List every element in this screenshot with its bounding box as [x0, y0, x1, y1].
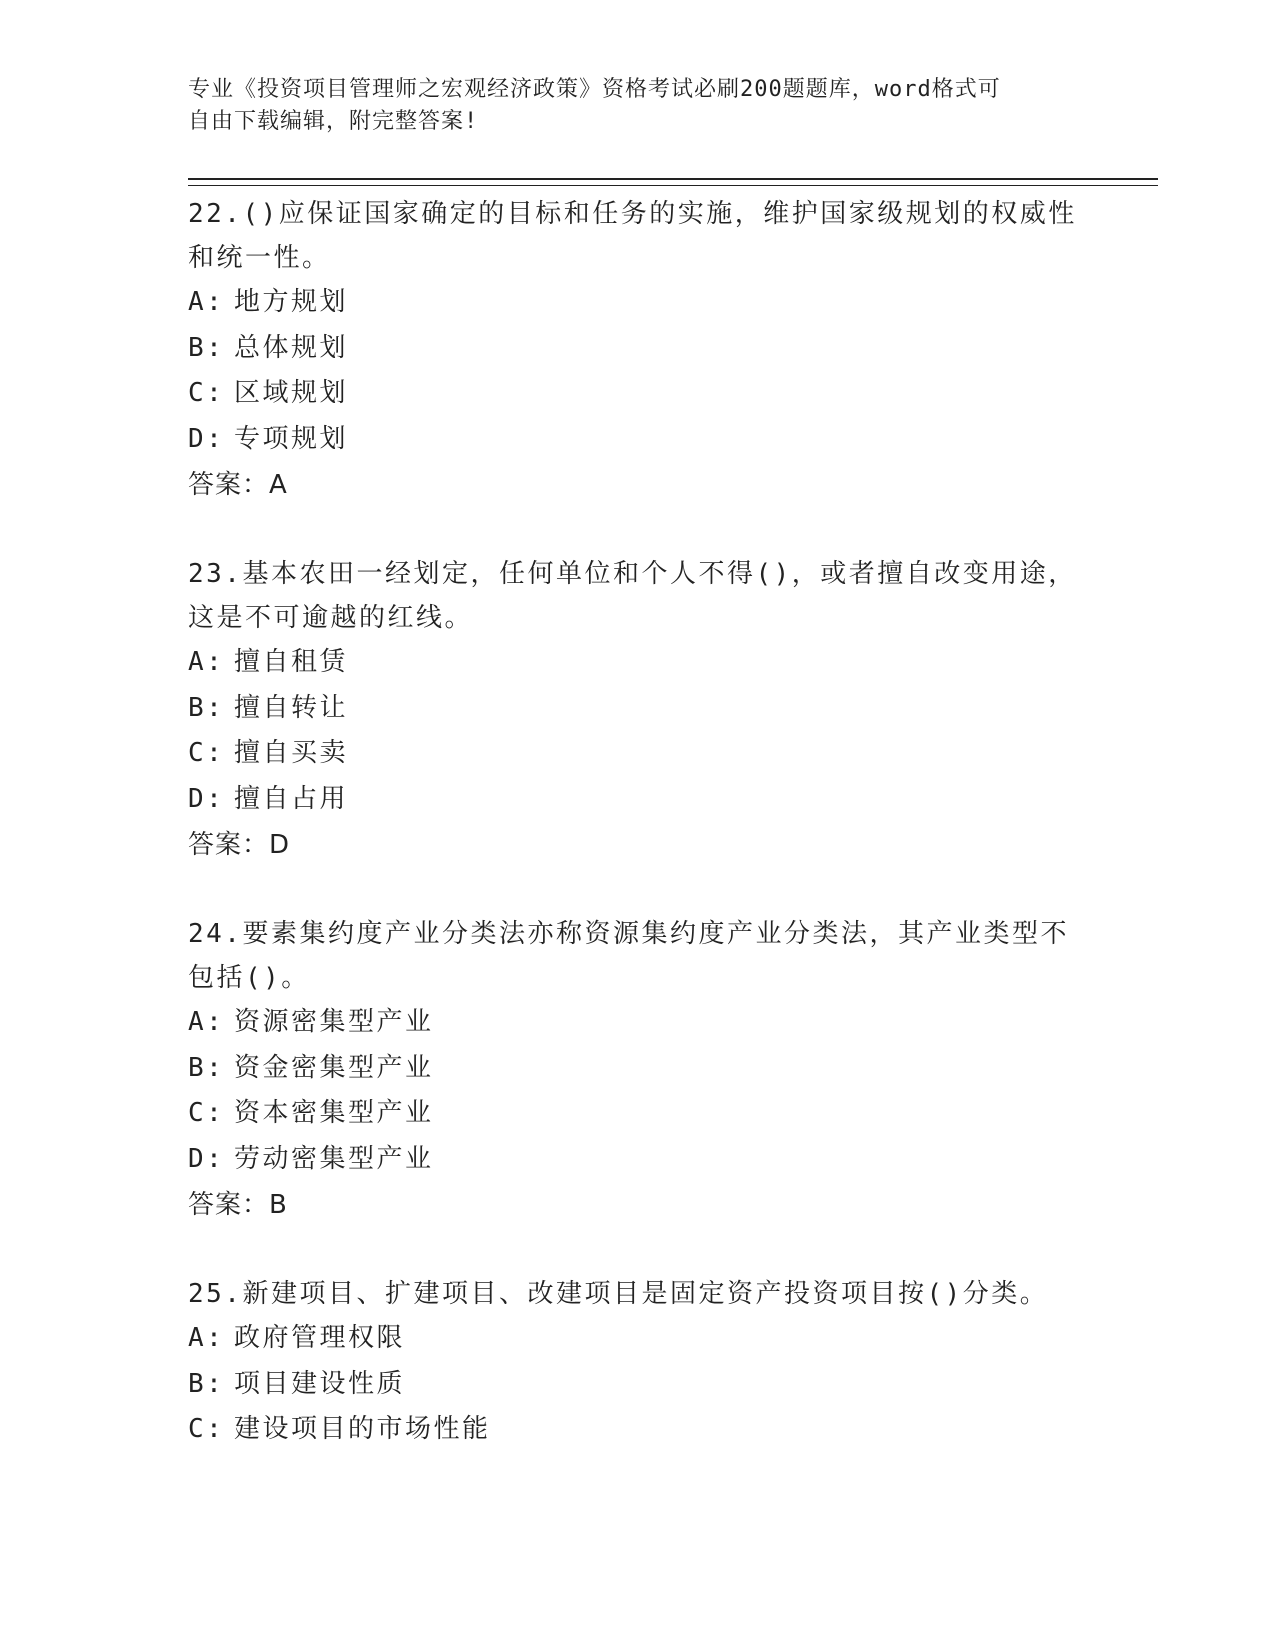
- document-header: [188, 74, 1068, 138]
- answer-line: 答案：B: [188, 1190, 288, 1220]
- question-text-line: 25.新建项目、扩建项目、改建项目是固定资产投资项目按()分类。: [188, 1279, 1049, 1309]
- option-key: B:: [188, 332, 225, 363]
- header-divider: [188, 178, 1158, 186]
- question-text-line: 和统一性。: [188, 243, 331, 273]
- option-key: C:: [188, 1098, 225, 1128]
- question-text-line: 24.要素集约度产业分类法亦称资源集约度产业分类法，其产业类型不: [188, 919, 1069, 949]
- option-b: [188, 686, 1088, 732]
- option-key: B:: [188, 692, 225, 723]
- question-23: [188, 552, 1088, 868]
- question-text-line: 这是不可逾越的红线。: [188, 603, 474, 633]
- option-a: [188, 640, 1088, 686]
- option-text: 地方规划: [234, 287, 349, 317]
- option-key: A:: [188, 1007, 225, 1037]
- question-25: [188, 1272, 1088, 1453]
- option-text: 资本密集型产业: [234, 1098, 434, 1128]
- question-22: [188, 192, 1088, 508]
- option-a: [188, 1316, 1088, 1362]
- option-text: 资金密集型产业: [234, 1052, 434, 1083]
- option-c: [188, 371, 1088, 417]
- header-line-1: 专业《投资项目管理师之宏观经济政策》资格考试必刷200题题库，word格式可: [188, 77, 1001, 102]
- option-text: 总体规划: [234, 332, 349, 363]
- option-key: A:: [188, 647, 225, 677]
- option-text: 劳动密集型产业: [234, 1143, 434, 1174]
- option-c: [188, 1091, 1088, 1137]
- option-b: [188, 1046, 1088, 1092]
- question-24: [188, 912, 1088, 1228]
- option-b: [188, 326, 1088, 372]
- option-text: 擅自租赁: [234, 647, 349, 677]
- option-text: 专项规划: [234, 423, 349, 454]
- option-key: C:: [188, 378, 225, 408]
- option-text: 建设项目的市场性能: [234, 1414, 491, 1444]
- option-c: [188, 1407, 1088, 1453]
- option-text: 擅自转让: [234, 692, 349, 723]
- option-text: 资源密集型产业: [234, 1007, 434, 1037]
- option-key: C:: [188, 738, 225, 768]
- answer-line: 答案：D: [188, 830, 291, 860]
- option-key: D:: [188, 423, 225, 454]
- option-c: [188, 731, 1088, 777]
- option-key: A:: [188, 287, 225, 317]
- option-a: [188, 1000, 1088, 1046]
- option-key: C:: [188, 1414, 225, 1444]
- question-text-line: 23.基本农田一经划定，任何单位和个人不得()，或者擅自改变用途，: [188, 559, 1077, 589]
- option-key: D:: [188, 1143, 225, 1174]
- option-text: 政府管理权限: [234, 1323, 406, 1353]
- option-b: [188, 1362, 1088, 1408]
- option-text: 擅自买卖: [234, 738, 349, 768]
- option-key: A:: [188, 1323, 225, 1353]
- option-key: B:: [188, 1368, 225, 1399]
- question-text-line: 22.()应保证国家确定的目标和任务的实施，维护国家级规划的权威性: [188, 199, 1077, 229]
- question-list: [188, 192, 1088, 1497]
- option-text: 项目建设性质: [234, 1368, 406, 1399]
- question-text-line: 包括()。: [188, 963, 310, 993]
- answer-line: 答案：A: [188, 470, 288, 500]
- option-text: 区域规划: [234, 378, 349, 408]
- option-d: [188, 777, 1088, 823]
- option-key: B:: [188, 1052, 225, 1083]
- option-a: [188, 280, 1088, 326]
- option-d: [188, 417, 1088, 463]
- header-line-2: 自由下载编辑，附完整答案!: [188, 109, 479, 134]
- option-text: 擅自占用: [234, 783, 349, 814]
- option-key: D:: [188, 783, 225, 814]
- option-d: [188, 1137, 1088, 1183]
